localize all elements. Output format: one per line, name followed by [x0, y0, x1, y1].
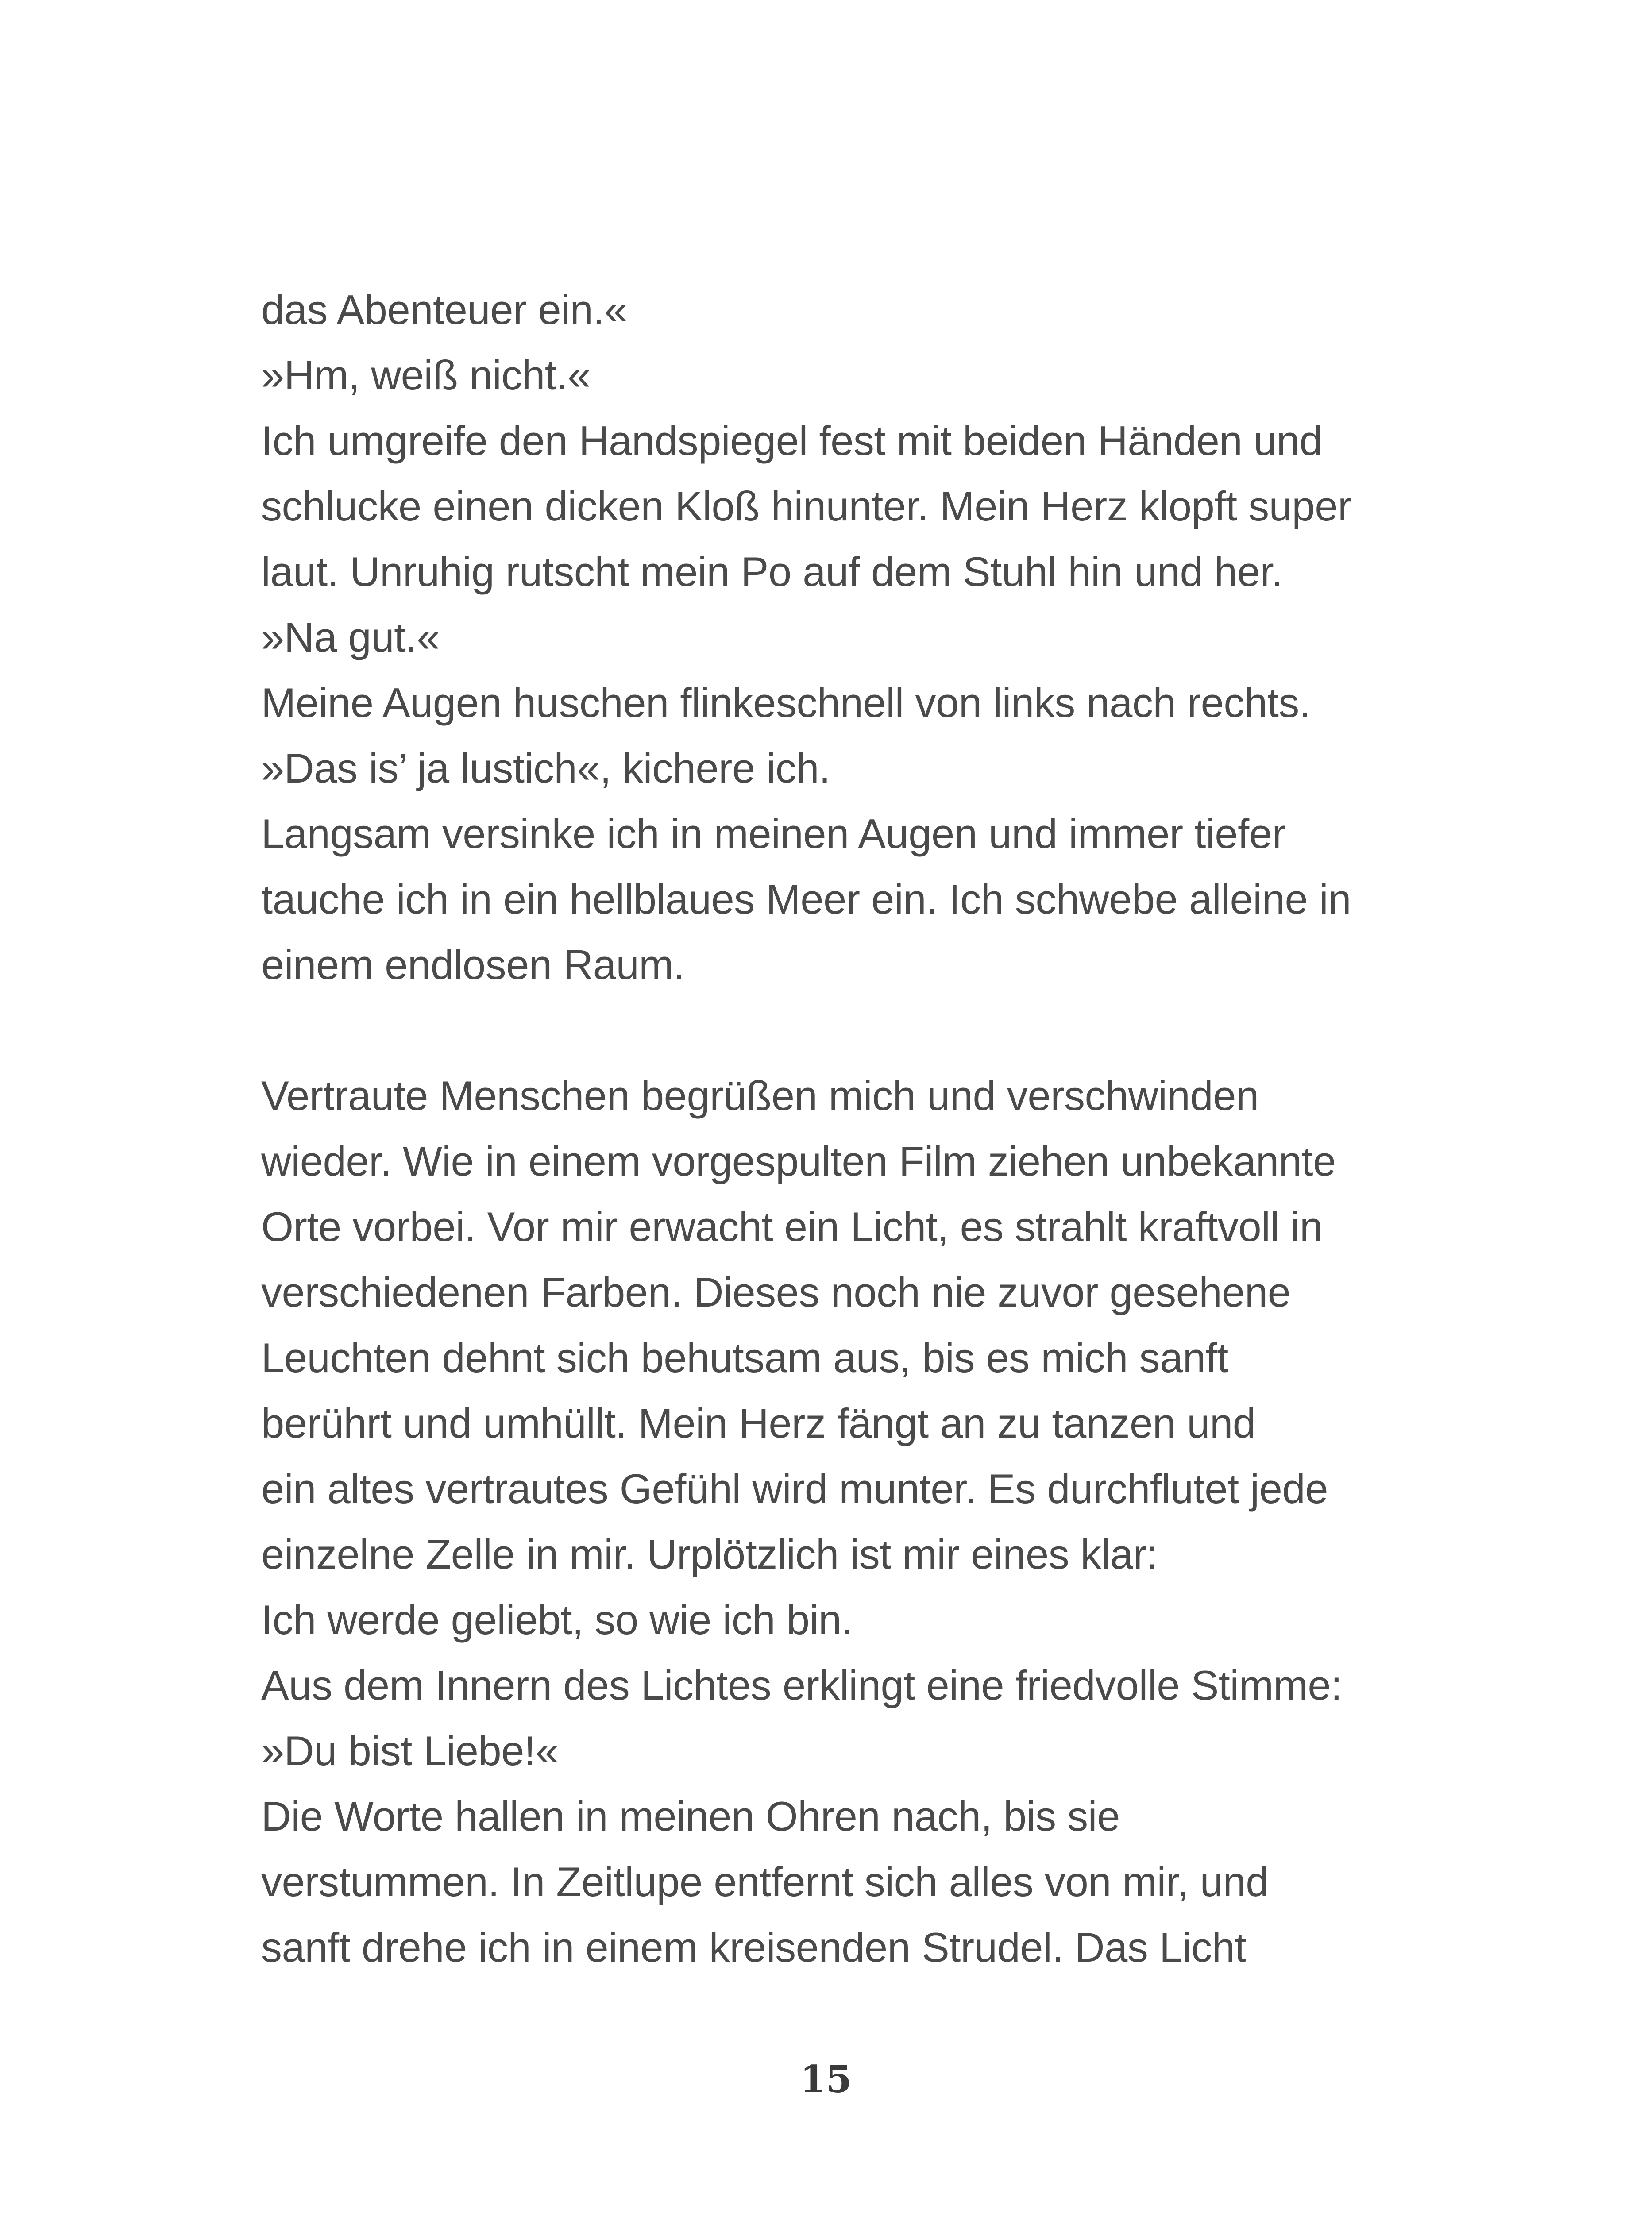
text-line: verschiedenen Farben. Dieses noch nie zuvor gesehene — [261, 1269, 1291, 1315]
text-line: »Hm, weiß nicht.« — [261, 352, 591, 398]
text-line: wieder. Wie in einem vorgespulten Film ziehen unbekannte — [261, 1138, 1336, 1184]
text-line: Langsam versinke ich in meinen Augen und immer tiefer — [261, 810, 1286, 857]
text-line: »Na gut.« — [261, 614, 440, 660]
text-line: das Abenteuer ein.« — [261, 286, 627, 333]
text-line: einem endlosen Raum. — [261, 941, 685, 988]
text-line: berührt und umhüllt. Mein Herz fängt an zu tanzen und — [261, 1400, 1256, 1446]
text-line: »Das is’ ja lustich«, kichere ich. — [261, 745, 830, 791]
text-line: »Du bist Liebe!« — [261, 1727, 559, 1774]
text-line: Die Worte hallen in meinen Ohren nach, bis sie — [261, 1793, 1120, 1839]
text-line: einzelne Zelle in mir. Urplötzlich ist mir eines klar: — [261, 1531, 1158, 1577]
text-line: Leuchten dehnt sich behutsam aus, bis es mich sanft — [261, 1334, 1228, 1381]
text-line: Vertraute Menschen begrüßen mich und verschwinden — [261, 1072, 1259, 1119]
text-line: tauche ich in ein hellblaues Meer ein. Ich schwebe alleine in — [261, 876, 1351, 922]
text-line: verstummen. In Zeitlupe entfernt sich alles von mir, und — [261, 1858, 1269, 1905]
text-line: laut. Unruhig rutscht mein Po auf dem Stuhl hin und her. — [261, 548, 1283, 595]
text-line: schlucke einen dicken Kloß hinunter. Mein Herz klopft super — [261, 483, 1351, 529]
text-line: Ich werde geliebt, so wie ich bin. — [261, 1596, 853, 1643]
text-line: sanft drehe ich in einem kreisenden Strudel. Das Licht — [261, 1924, 1247, 1970]
page-number: 15 — [800, 2057, 852, 2101]
text-line: ein altes vertrautes Gefühl wird munter. Es durchflutet jede — [261, 1465, 1328, 1512]
text-line: Orte vorbei. Vor mir erwacht ein Licht, es strahlt kraftvoll in — [261, 1203, 1323, 1250]
text-line: Ich umgreife den Handspiegel fest mit beiden Händen und — [261, 417, 1323, 464]
text-line: Aus dem Innern des Lichtes erklingt eine friedvolle Stimme: — [261, 1662, 1342, 1708]
text-line: Meine Augen huschen flinkeschnell von links nach rechts. — [261, 679, 1311, 726]
